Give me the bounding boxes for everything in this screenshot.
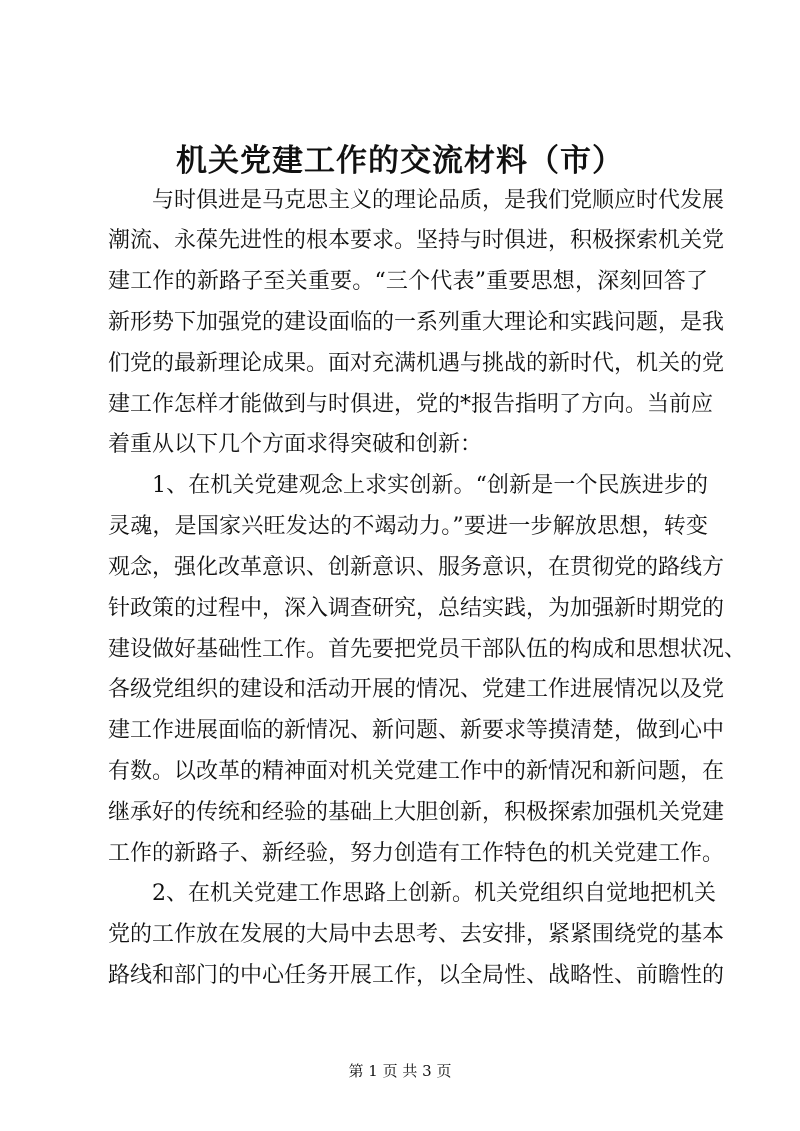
text-line: 各级党组织的建设和活动开展的情况、党建工作进展情况以及党 xyxy=(108,677,725,702)
text-line: 与时俱进是马克思主义的理论品质，是我们党顺应时代发展 xyxy=(152,188,725,213)
text-line: 着重从以下几个方面求得突破和创新： xyxy=(108,432,483,457)
text-line: 建设做好基础性工作。首先要把党员干部队伍的构成和思想状况、 xyxy=(108,637,747,662)
text-line: 继承好的传统和经验的基础上大胆创新，积极探索加强机关党建 xyxy=(108,800,725,825)
text-line: 针政策的过程中，深入调查研究，总结实践，为加强新时期党的 xyxy=(108,596,725,621)
text-line: 新形势下加强党的建设面临的一系列重大理论和实践问题，是我 xyxy=(108,310,725,335)
text-line: 建工作的新路子至关重要。“三个代表”重要思想，深刻回答了 xyxy=(108,269,708,294)
page-title: 机关党建工作的交流材料（市） xyxy=(176,143,624,179)
text-line: 灵魂，是国家兴旺发达的不竭动力。”要进一步解放思想，转变 xyxy=(108,514,708,539)
text-line: 们党的最新理论成果。面对充满机遇与挑战的新时代，机关的党 xyxy=(108,351,725,376)
text-line: 建工作进展面临的新情况、新问题、新要求等摸清楚，做到心中 xyxy=(108,718,725,743)
text-line: 工作的新路子、新经验，努力创造有工作特色的机关党建工作。 xyxy=(108,841,725,866)
text-line: 路线和部门的中心任务开展工作，以全局性、战略性、前瞻性的 xyxy=(108,963,725,988)
text-line: 党的工作放在发展的大局中去思考、去安排，紧紧围绕党的基本 xyxy=(108,922,725,947)
text-line: 2、在机关党建工作思路上创新。机关党组织自觉地把机关 xyxy=(152,881,716,906)
text-line: 建工作怎样才能做到与时俱进，党的*报告指明了方向。当前应 xyxy=(108,392,714,417)
text-line: 观念，强化改革意识、创新意识、服务意识，在贯彻党的路线方 xyxy=(108,555,725,580)
text-line: 有数。以改革的精神面对机关党建工作中的新情况和新问题，在 xyxy=(108,759,725,784)
page-footer: 第 1 页 共 3 页 xyxy=(348,1062,452,1080)
text-line: 潮流、永葆先进性的根本要求。坚持与时俱进，积极探索机关党 xyxy=(108,228,725,253)
text-line: 1、在机关党建观念上求实创新。“创新是一个民族进步的 xyxy=(152,473,708,498)
